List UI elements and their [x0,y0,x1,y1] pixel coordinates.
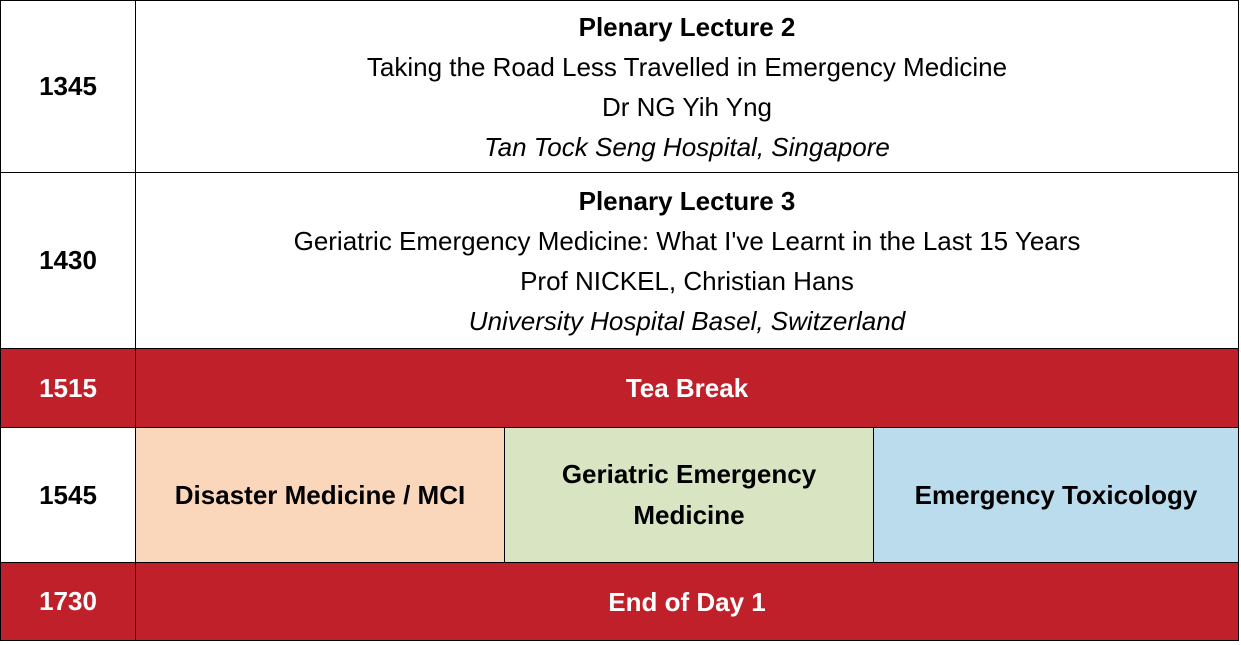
track-geriatric-emergency-medicine: Geriatric Emergency Medicine [504,428,873,562]
schedule-row-end-of-day [0,563,1239,641]
session-title: Plenary Lecture 3 [578,185,796,216]
parallel-tracks [136,428,1238,562]
session-cell [136,173,1238,348]
time-cell: 1730 [1,563,136,640]
schedule-row-tea-break [0,349,1239,428]
schedule-row-plenary-3 [0,173,1239,349]
time-cell: 1545 [1,428,136,562]
session-topic: Geriatric Emergency Medicine: What I've Learnt in the Last 15 Years [293,225,1081,256]
schedule-row-parallel-tracks [0,428,1239,563]
session-title: Plenary Lecture 2 [578,11,796,42]
time-cell: 1345 [1,1,136,172]
speaker-name: Dr NG Yih Yng [601,91,773,122]
track-disaster-medicine: Disaster Medicine / MCI [136,428,504,562]
end-of-day-label: End of Day 1 [608,586,766,617]
session-topic: Taking the Road Less Travelled in Emergency Medicine [366,51,1008,82]
session-cell [136,1,1238,172]
break-label: Tea Break [625,373,749,403]
speaker-affiliation: University Hospital Basel, Switzerland [468,305,906,336]
time-cell: 1430 [1,173,136,348]
schedule-row-plenary-2 [0,0,1239,173]
time-cell: 1515 [1,349,136,427]
track-emergency-toxicology: Emergency Toxicology [873,428,1238,562]
speaker-name: Prof NICKEL, Christian Hans [520,265,854,296]
speaker-affiliation: Tan Tock Seng Hospital, Singapore [484,131,890,162]
